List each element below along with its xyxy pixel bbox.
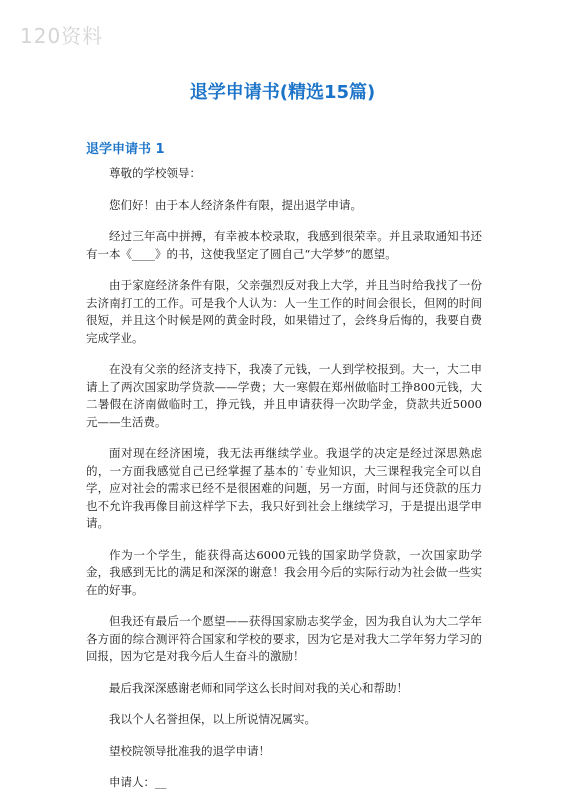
body-paragraph: 经过三年高中拼搏，有幸被本校录取，我感到很荣幸。并且录取通知书还有一本《____》的书，这使我坚定了圆自己“大学梦”的愿望。 <box>86 229 482 261</box>
body-paragraph: 由于家庭经济条件有限，父亲强烈反对我上大学，并且当时给我找了一份去济南打工的工作。可是我个人认为：人一生工作的时间会很长，但网的时间很短，并且这个时候是网的黄金时段，如果错过了，会终身后悔的，我要自费完成学业。 <box>86 278 482 345</box>
salutation: 尊敬的学校领导： <box>109 166 201 180</box>
document-title: 退学申请书(精选15篇) <box>189 82 376 103</box>
section-heading: 退学申请书 1 <box>86 142 165 157</box>
closing-paragraph: 望校院领导批准我的退学申请！ <box>109 743 270 758</box>
body-paragraph: 面对现在经济困境，我无法再继续学业。我退学的决定是经过深思熟虑的，一方面我感觉自己已经掌握了基本的˙专业知识，大三课程我完全可以自学，应对社会的需求已经不是很困难的问题，另一方面，时间与还贷款的压力也不允许我再像目前这样学下去，我只好到社会上继续学习，于是提出退学申请。 <box>86 446 482 530</box>
document-body <box>86 165 482 806</box>
body-paragraph: 但我还有最后一个愿望——获得国家励志奖学金，因为我自认为大二学年各方面的综合测评符合国家和学校的要求，因为它是对我大二学年努力学习的回报，因为它是对我今后人生奋斗的激励！ <box>86 614 482 663</box>
body-paragraph: 作为一个学生，能获得高达6000元钱的国家助学贷款，一次国家助学金，我感到无比的满足和深深的谢意！我会用今后的实际行动为社会做一些实在的好事。 <box>86 547 482 597</box>
closing-paragraph: 我以个人名誉担保，以上所说情况属实。 <box>109 712 316 726</box>
greeting-paragraph: 您们好！由于本人经济条件有限，提出退学申请。 <box>109 197 362 212</box>
watermark: 120资料 <box>20 24 104 48</box>
body-paragraph: 在没有父亲的经济支持下，我凑了元钱，一人到学校报到。大一，大二申请上了两次国家助学贷款——学费；大一寒假在郑州做临时工挣800元钱，大二暑假在济南做临时工，挣元钱，并且申请获得一次助学金，贷款共近5000元——生活费。 <box>86 362 482 429</box>
applicant-signature-line: 申请人：__ <box>109 775 167 789</box>
closing-paragraph: 最后我深深感谢老师和同学这么长时间对我的关心和帮助！ <box>109 680 408 695</box>
